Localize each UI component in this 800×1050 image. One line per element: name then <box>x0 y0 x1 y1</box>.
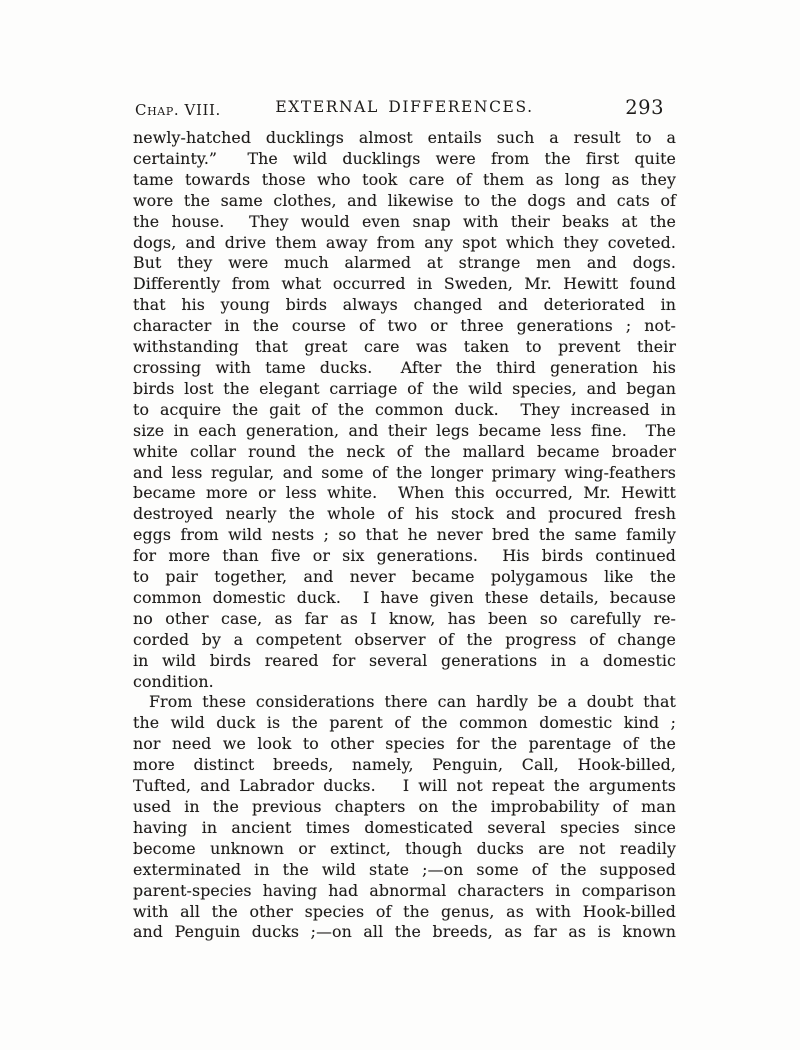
text-line: nor need we look to other species for the parentage of the <box>133 734 676 754</box>
text-line: the house. They would even snap with their beaks at the <box>133 211 676 231</box>
text-line: destroyed nearly the whole of his stock and procured fresh <box>133 504 676 524</box>
text-line: corded by a competent observer of the progress of change <box>133 629 676 649</box>
text-line: birds lost the elegant carriage of the wild species, and began <box>133 378 676 398</box>
chapter-label: Chap. VIII. <box>135 101 221 119</box>
text-line: with all the other species of the genus, as with Hook-billed <box>133 901 676 921</box>
text-line: to pair together, and never became polygamous like the <box>133 567 676 587</box>
paragraph <box>133 692 676 943</box>
text-line: used in the previous chapters on the improbability of man <box>133 797 676 816</box>
text-line: eggs from wild nests ; so that he never bred the same family <box>133 525 676 545</box>
text-line: in wild birds reared for several generations in a domestic <box>133 650 676 670</box>
text-line: character in the course of two or three generations ; not- <box>133 316 676 336</box>
text-line: parent-species having had abnormal characters in comparison <box>133 880 676 900</box>
text-line: become unknown or extinct, though ducks are not readily <box>133 838 676 858</box>
text-line: having in ancient times domesticated several species since <box>133 817 676 837</box>
text-line: Tufted, and Labrador ducks. I will not repeat the arguments <box>133 776 676 796</box>
text-line: common domestic duck. I have given these details, because <box>133 587 676 607</box>
text-line: no other case, as far as I know, has been so carefully re- <box>133 608 676 628</box>
text-line: Differently from what occurred in Sweden, Mr. Hewitt found <box>133 274 676 294</box>
text-line: condition. <box>133 671 214 691</box>
text-line: But they were much alarmed at strange men and dogs. <box>133 253 676 273</box>
text-line: wore the same clothes, and likewise to the dogs and cats of <box>133 190 676 210</box>
text-line: From these considerations there can hardly be a doubt that <box>149 692 676 712</box>
text-line: that his young birds always changed and deteriorated in <box>133 295 676 315</box>
running-title: EXTERNAL DIFFERENCES. <box>275 98 534 116</box>
text-line: dogs, and drive them away from any spot which they coveted. <box>133 232 676 252</box>
text-line: the wild duck is the parent of the common domestic kind ; <box>133 713 676 733</box>
text-line: newly-hatched ducklings almost entails such a result to a <box>133 128 676 147</box>
text-line: and Penguin ducks ;—on all the breeds, as far as is known <box>133 922 676 942</box>
text-line: size in each generation, and their legs became less fine. The <box>133 420 676 440</box>
text-line: for more than five or six generations. His birds continued <box>133 546 676 566</box>
text-line: became more or less white. When this occurred, Mr. Hewitt <box>133 483 676 503</box>
text-line: white collar round the neck of the mallard became broader <box>133 441 676 461</box>
text-line: to acquire the gait of the common duck. They increased in <box>133 399 676 419</box>
text-line: tame towards those who took care of them as long as they <box>133 169 676 189</box>
text-line: certainty.” The wild ducklings were from the first quite <box>133 148 676 168</box>
text-line: more distinct breeds, namely, Penguin, Call, Hook-billed, <box>133 755 676 775</box>
text-line: crossing with tame ducks. After the third generation his <box>133 357 676 377</box>
page-body <box>133 128 676 943</box>
page-number: 293 <box>625 96 664 119</box>
text-line: withstanding that great care was taken to prevent their <box>133 337 676 357</box>
text-line: and less regular, and some of the longer primary wing-feathers <box>133 462 676 482</box>
page-header <box>133 96 676 122</box>
text-line: exterminated in the wild state ;—on some of the supposed <box>133 859 676 879</box>
paragraph <box>133 128 676 692</box>
